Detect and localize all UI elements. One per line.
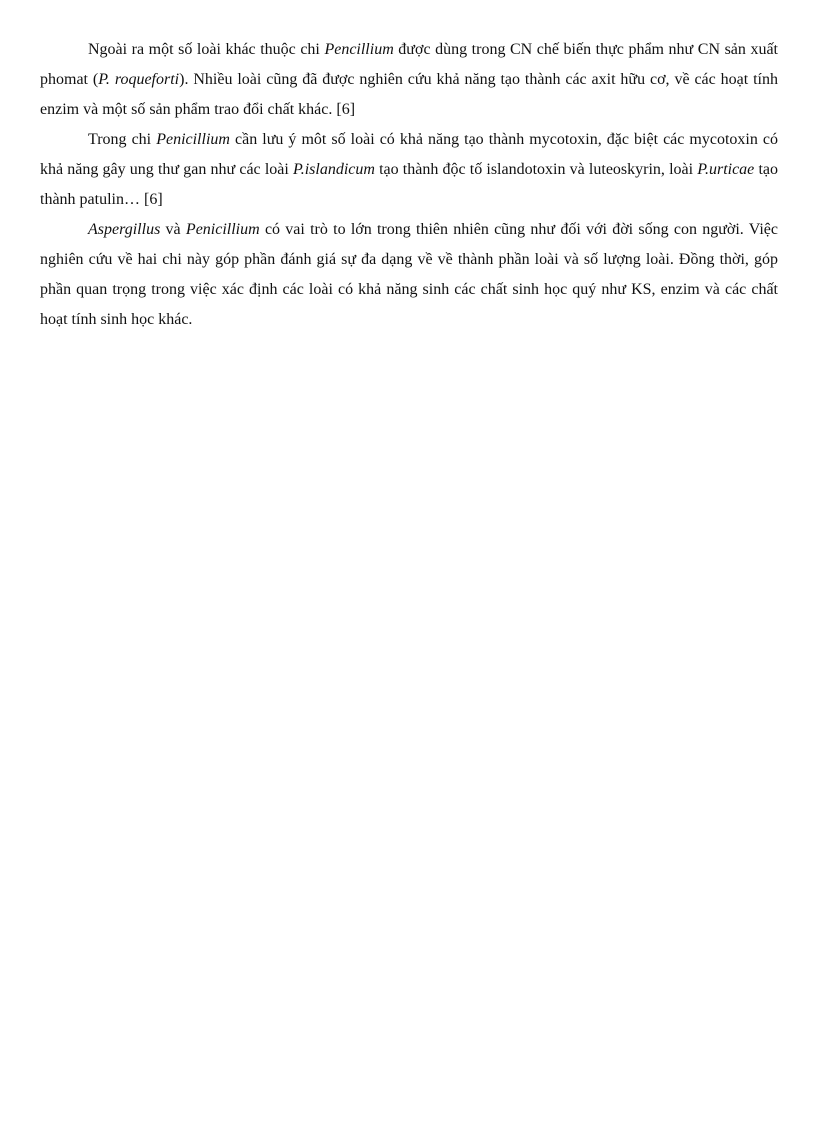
text-run: cần lưu ý môt số loài có khả năng tạo thành mycotoxin, đặc biệt các mycotoxin có khả năng gây ung thư gan như các loài: [40, 131, 778, 178]
text-run: có vai trò to lớn trong thiên nhiên cũng như đối với đời sống con người. Việc nghiên cứu về hai chi này góp phần đánh giá sự đa dạng về về thành phần loài và số lượng loài. Đồng thời, góp phần quan trọng trong việc xác định các loài có khả năng sinh các chất sinh học quý như KS, enzim và các chất hoạt tính sinh học khác.: [40, 221, 778, 328]
genus-name: Penicillium: [156, 131, 230, 148]
genus-name: Pencillium: [324, 41, 394, 58]
species-name: P.islandicum: [292, 161, 375, 178]
text-run: và: [160, 221, 186, 238]
text-run: Trong chi: [88, 131, 157, 148]
text-run: tạo thành patulin… [6]: [40, 161, 778, 208]
species-name: P.urticae: [697, 161, 755, 178]
genus-name: Penicillium: [185, 221, 260, 238]
paragraph-role-of-genera: [40, 215, 778, 335]
text-run: Ngoài ra một số loài khác thuộc chi: [88, 41, 325, 58]
genus-name: Aspergillus: [88, 221, 161, 238]
text-run: được dùng trong CN chế biến thực phẩm như CN sản xuất phomat (: [40, 41, 779, 88]
text-run: tạo thành độc tố islandotoxin và luteoskyrin, loài: [374, 161, 698, 178]
paragraph-pencillium-uses: [40, 35, 778, 125]
paragraph-mycotoxin: [40, 125, 778, 215]
text-run: ). Nhiều loài cũng đã được nghiên cứu khả năng tạo thành các axit hữu cơ, về các hoạt tính enzim và một số sản phẩm trao đổi chất khác. [6]: [40, 71, 778, 118]
document-body: [40, 35, 778, 335]
species-name: P. roqueforti: [98, 71, 180, 88]
